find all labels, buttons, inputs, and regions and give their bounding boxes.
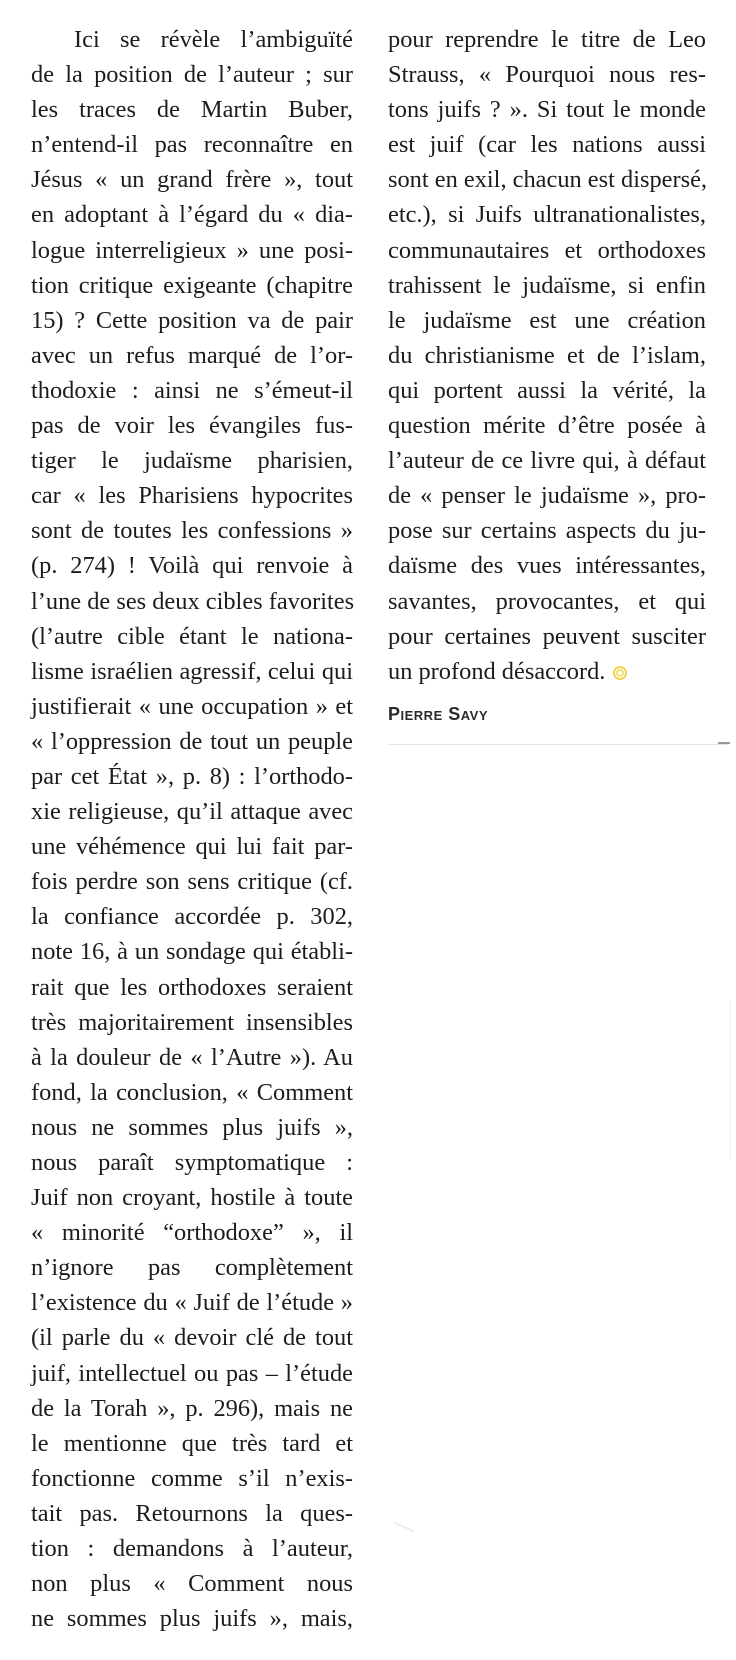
right-column-line: est juif (car les nations aussi [388, 131, 706, 159]
left-column-line: lisme israélien agressif, celui qui [31, 657, 353, 685]
left-column-line: n’entend-il pas reconnaître en [31, 131, 353, 159]
left-column-line: en adoptant à l’égard du « dia- [31, 201, 353, 229]
left-column-line: note 16, à un sondage qui établi- [31, 938, 353, 966]
left-column-line: sont de toutes les confessions » [31, 517, 353, 545]
left-column-line: l’existence du « Juif de l’étude » [31, 1289, 353, 1317]
section-divider [388, 744, 728, 745]
left-column-line: tion : demandons à l’auteur, [31, 1535, 353, 1563]
right-column-line: de « penser le judaïsme », pro- [388, 482, 706, 510]
left-column-line: nous paraît symptomatique : [31, 1149, 353, 1176]
left-column-line: très majoritairement insensibles [31, 1008, 353, 1036]
left-column-line: une véhémence qui lui fait par- [31, 833, 353, 861]
left-column-line: fonctionne comme s’il n’exis- [31, 1464, 353, 1492]
left-column-line: fond, la conclusion, « Comment [31, 1078, 353, 1106]
left-column-line: xie religieuse, qu’il attaque avec [31, 798, 353, 826]
left-column-line: les traces de Martin Buber, [31, 96, 353, 124]
left-column-line: le mentionne que très tard et [31, 1429, 353, 1457]
left-column-line: « l’oppression de tout un peuple [31, 727, 353, 755]
left-column-line: (p. 274) ! Voilà qui renvoie à [31, 552, 353, 580]
left-column-line: logue interreligieux » une posi- [31, 236, 353, 264]
right-column-line: etc.), si Juifs ultranationalistes, [388, 201, 706, 229]
left-column-line: tion critique exigeante (chapitre [31, 271, 353, 299]
left-column-line: la confiance accordée p. 302, [31, 903, 353, 931]
left-column [31, 22, 353, 1636]
left-column-line: tait pas. Retournons la ques- [31, 1499, 353, 1527]
right-column-line: tons juifs ? ». Si tout le monde [388, 96, 706, 124]
left-column-line: justifierait « une occupation » et [31, 692, 353, 720]
left-column-line: par cet État », p. 8) : l’orthodo- [31, 762, 353, 790]
left-column-line: de la Torah », p. 296), mais ne [31, 1394, 353, 1422]
left-column-line: « minorité “orthodoxe” », il [31, 1219, 353, 1247]
right-column-line: pour certaines peuvent susciter [388, 622, 706, 650]
left-column-line: Juif non croyant, hostile à toute [31, 1184, 353, 1212]
right-column-line: question mérite d’être posée à [388, 412, 706, 440]
left-column-line: de la position de l’auteur ; sur [31, 61, 353, 89]
right-column-line: du christianisme et de l’islam, [388, 341, 706, 369]
left-column-line: Jésus « un grand frère », tout [31, 166, 353, 194]
scan-edge-mark [730, 1000, 731, 1160]
left-column-line: pas de voir les évangiles fus- [31, 412, 353, 440]
left-column-line: car « les Pharisiens hypocrites [31, 482, 353, 510]
left-column-line: juif, intellectuel ou pas – l’étude [31, 1359, 353, 1387]
left-column-line: ne sommes plus juifs », mais, [31, 1605, 353, 1633]
left-column-line: nous ne sommes plus juifs », [31, 1113, 353, 1141]
right-column-line: le judaïsme est une création [388, 306, 706, 334]
right-column [388, 22, 706, 689]
right-column-line: communautaires et orthodoxes [388, 236, 706, 264]
author-signature: Pierre Savy [388, 704, 489, 724]
left-column-line: Ici se révèle l’ambiguïté [74, 26, 353, 53]
right-column-line: qui portent aussi la vérité, la [388, 376, 706, 404]
left-column-line: rait que les orthodoxes seraient [31, 973, 353, 1001]
right-column-line: savantes, provocantes, et qui [388, 587, 706, 615]
right-column-line: trahissent le judaïsme, si enfin [388, 271, 706, 299]
left-column-line: tiger le judaïsme pharisien, [31, 447, 353, 475]
left-column-line: l’une de ses deux cibles favorites [31, 587, 355, 615]
divider-end-mark [718, 742, 730, 744]
right-column-line: daïsme des vues intéressantes, [388, 552, 706, 580]
right-column-line: pose sur certains aspects du ju- [388, 517, 706, 545]
left-column-line: thodoxie : ainsi ne s’émeut-il [31, 376, 353, 404]
scan-smudge [393, 1521, 416, 1533]
right-column-line: sont en exil, chacun est dispersé, [388, 166, 708, 194]
left-column-line: (il parle du « devoir clé de tout [31, 1324, 353, 1352]
left-column-line: avec un refus marqué de l’or- [31, 341, 353, 369]
left-column-line: non plus « Comment nous [31, 1570, 353, 1598]
left-column-line: 15) ? Cette position va de pair [31, 306, 353, 334]
left-column-line: n’ignore pas complètement [31, 1254, 353, 1282]
right-column-line: l’auteur de ce livre qui, à défaut [388, 447, 706, 475]
left-column-line: à la douleur de « l’Autre »). Au [31, 1043, 353, 1071]
left-column-line: (l’autre cible étant le nationa- [31, 622, 353, 650]
right-column-line: un profond désaccord. [388, 654, 706, 689]
right-column-line: Strauss, « Pourquoi nous res- [388, 61, 706, 89]
left-column-line: fois perdre son sens critique (cf. [31, 868, 353, 896]
right-column-line: pour reprendre le titre de Leo [388, 26, 706, 53]
end-of-article-icon [613, 666, 627, 680]
